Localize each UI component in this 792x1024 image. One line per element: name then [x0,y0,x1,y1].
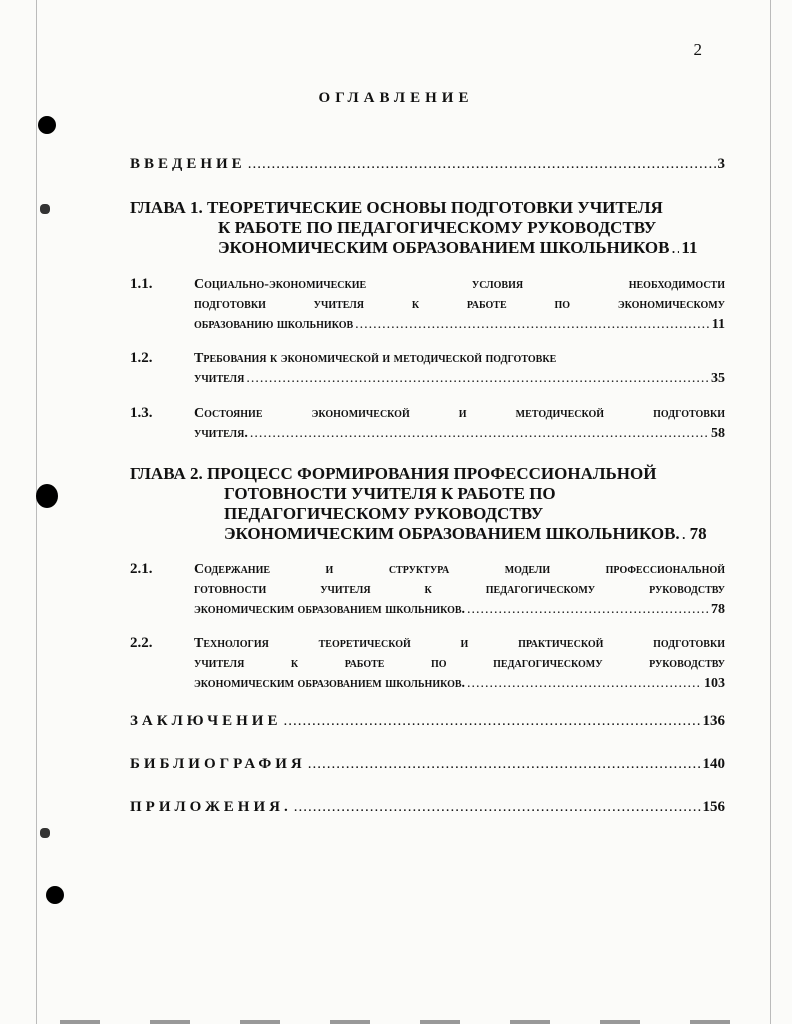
punch-hole [38,116,56,134]
leader-dots [283,713,700,730]
scan-edge-line [36,0,37,1024]
chapter-heading-line: К РАБОТЕ ПО ПЕДАГОГИЧЕСКОМУ РУКОВОДСТВУ [218,218,657,237]
toc-page-number: 11 [711,317,725,332]
toc-page-number: 78 [689,524,707,543]
toc-title: ОГЛАВЛЕНИЕ [318,90,474,106]
toc-section-1-3[interactable] [130,403,725,444]
toc-entry-label: БИБЛИОГРАФИЯ [130,756,306,772]
toc-page-number: 35 [711,371,725,386]
toc-page-number: 58 [711,426,725,441]
toc-entry-bibliography[interactable] [130,756,725,773]
section-title-line: подготовки учителя к работе по экономическому [194,297,725,312]
section-number: 2.1. [130,561,153,577]
toc-section-1-2[interactable] [130,348,725,389]
chapter-heading-line: ГОТОВНОСТИ УЧИТЕЛЯ К РАБОТЕ ПО [224,484,556,503]
section-title-line: готовности учителя к педагогическому руководству [194,582,725,597]
toc-page-number: 103 [704,676,725,691]
section-number: 2.2. [130,635,153,651]
toc-page-number: 156 [702,799,725,815]
toc-chapter-1[interactable] [130,198,725,258]
leader-dots [467,674,702,694]
section-title-line: образованию школьников [194,317,354,332]
section-title-line: учителя к работе по педагогическому руководству [194,656,725,671]
chapter-heading-line: ПЕДАГОГИЧЕСКОМУ РУКОВОДСТВУ [224,504,544,523]
toc-page-number: 3 [717,156,725,172]
toc-section-2-1[interactable] [130,559,725,620]
toc-entry-conclusion[interactable] [130,713,725,730]
page-number: 2 [693,40,702,59]
section-number: 1.1. [130,276,153,292]
section-number: 1.2. [130,350,153,366]
scan-bottom-artifacts [60,1020,732,1024]
section-number: 1.3. [130,405,153,421]
scan-speck [40,828,50,838]
toc-section-2-2[interactable] [130,633,725,694]
punch-hole [46,886,64,904]
chapter-heading-line: ГЛАВА 1. ТЕОРЕТИЧЕСКИЕ ОСНОВЫ ПОДГОТОВКИ УЧИТЕЛЯ [130,198,663,217]
chapter-heading-line: ЭКОНОМИЧЕСКИМ ОБРАЗОВАНИЕМ ШКОЛЬНИКОВ [218,238,670,257]
punch-hole [36,484,58,508]
leader-dots [682,524,688,544]
scan-edge-line [770,0,771,1024]
leader-dots [250,424,709,444]
toc-entry-label: ЗАКЛЮЧЕНИЕ [130,713,282,729]
toc-page-number: 11 [681,238,698,257]
section-title-line: экономическим образованием школьников. [194,602,466,617]
leader-dots [294,799,701,816]
toc-page-number: 136 [702,713,725,729]
section-title-line: учителя. [194,426,248,441]
leader-dots [467,600,709,620]
toc-page-number: 78 [711,602,725,617]
toc-entry-label: ПРИЛОЖЕНИЯ. [130,799,292,815]
leader-dots [355,315,710,335]
toc-chapter-2[interactable] [130,464,725,544]
toc-entry-label: ВВЕДЕНИЕ [130,156,246,172]
section-title-line: Технология теоретической и практической подготовки [194,636,725,651]
toc-section-1-1[interactable] [130,274,725,335]
leader-dots [671,238,679,258]
toc-page-number: 140 [702,756,725,772]
section-title-line: учителя [194,371,245,386]
section-title-line: Социально-экономические условия необходимости [194,277,725,292]
leader-dots [248,156,716,173]
chapter-heading-line: ЭКОНОМИЧЕСКИМ ОБРАЗОВАНИЕМ ШКОЛЬНИКОВ. [224,524,680,543]
section-title-line: Требования к экономической и методической подготовке [194,351,557,366]
scan-speck [40,204,50,214]
section-title-line: экономическим образованием школьников. [194,676,466,691]
toc-entry-appendices[interactable] [130,799,725,816]
leader-dots [246,369,709,389]
toc-entry-intro[interactable] [130,156,725,173]
leader-dots [308,756,701,773]
section-title-line: Состояние экономической и методической подготовки [194,406,725,421]
chapter-heading-line: ГЛАВА 2. ПРОЦЕСС ФОРМИРОВАНИЯ ПРОФЕССИОНАЛЬНОЙ [130,464,657,483]
section-title-line: Содержание и структура модели профессиональной [194,562,725,577]
